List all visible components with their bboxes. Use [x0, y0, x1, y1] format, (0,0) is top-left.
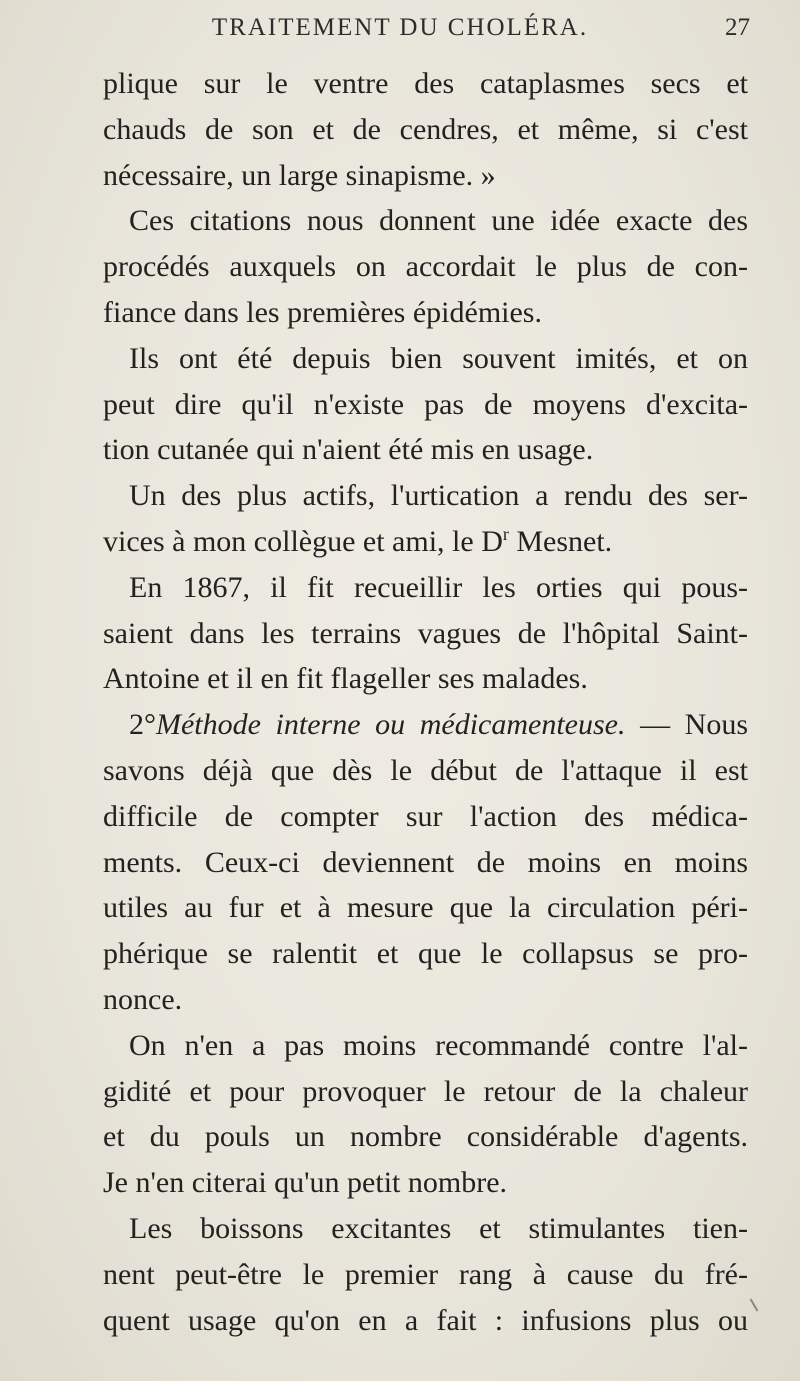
page-header	[110, 14, 750, 54]
text-line-start: vices à mon collègue et ami, le D	[103, 524, 503, 558]
text-line: procédés auxquels on accordait le plus de con-	[103, 250, 748, 284]
text-line: savons déjà que dès le début de l'attaque il est	[103, 753, 748, 787]
section-title: Méthode interne ou médicamenteuse.	[156, 708, 626, 742]
text-line: phérique se ralentit et que le collapsus se pro-	[103, 937, 748, 971]
text-line: chauds de son et de cendres, et même, si c'est	[103, 112, 748, 146]
text-line: ments. Ceux-ci deviennent de moins en moins	[103, 845, 748, 879]
text-line: tion cutanée qui n'aient été mis en usage.	[103, 433, 594, 467]
section-heading-line	[103, 702, 748, 748]
text-line: On n'en a pas moins recommandé contre l'al-	[129, 1028, 748, 1062]
text-line: quent usage qu'on en a fait : infusions plus ou	[103, 1303, 748, 1337]
text-line: Les boissons excitantes et stimulantes tien-	[129, 1211, 748, 1245]
section-heading-rest: — Nous	[625, 708, 748, 742]
text-line: plique sur le ventre des cataplasmes secs et	[103, 67, 748, 100]
text-line: nécessaire, un large sinapisme. »	[103, 158, 496, 192]
text-line: Antoine et il en fit flageller ses malades.	[103, 662, 588, 696]
text-line: En 1867, il fit recueillir les orties qui pous-	[129, 570, 748, 604]
text-line-mesnet	[103, 519, 748, 565]
text-line: fiance dans les premières épidémies.	[103, 295, 542, 329]
text-line: Ces citations nous donnent une idée exacte des	[129, 204, 748, 238]
running-head: TRAITEMENT DU CHOLÉRA.	[211, 14, 589, 41]
text-line: utiles au fur et à mesure que la circulation péri-	[103, 891, 748, 925]
paper-speck	[750, 1298, 759, 1311]
text-line: peut dire qu'il n'existe pas de moyens d'excita-	[103, 387, 748, 421]
text-line-end: Mesnet.	[508, 524, 613, 558]
text-line: Je n'en citerai qu'un petit nombre.	[103, 1166, 508, 1200]
page-number: 27	[725, 14, 750, 41]
text-line: et du pouls un nombre considérable d'agents.	[103, 1120, 748, 1154]
text-line: nent peut-être le premier rang à cause du fré-	[103, 1257, 748, 1291]
body-text	[103, 61, 748, 1343]
text-line: nonce.	[103, 982, 183, 1016]
text-line: Ils ont été depuis bien souvent imités, et on	[129, 341, 748, 375]
text-line: difficile de compter sur l'action des médica-	[103, 799, 748, 833]
section-number: 2°	[129, 708, 156, 742]
text-line: gidité et pour provoquer le retour de la chaleur	[103, 1074, 748, 1108]
text-line: Un des plus actifs, l'urtication a rendu des ser-	[129, 479, 748, 513]
doctor-superscript: r	[502, 523, 509, 544]
text-line: saient dans les terrains vagues de l'hôpital Saint-	[103, 616, 748, 650]
